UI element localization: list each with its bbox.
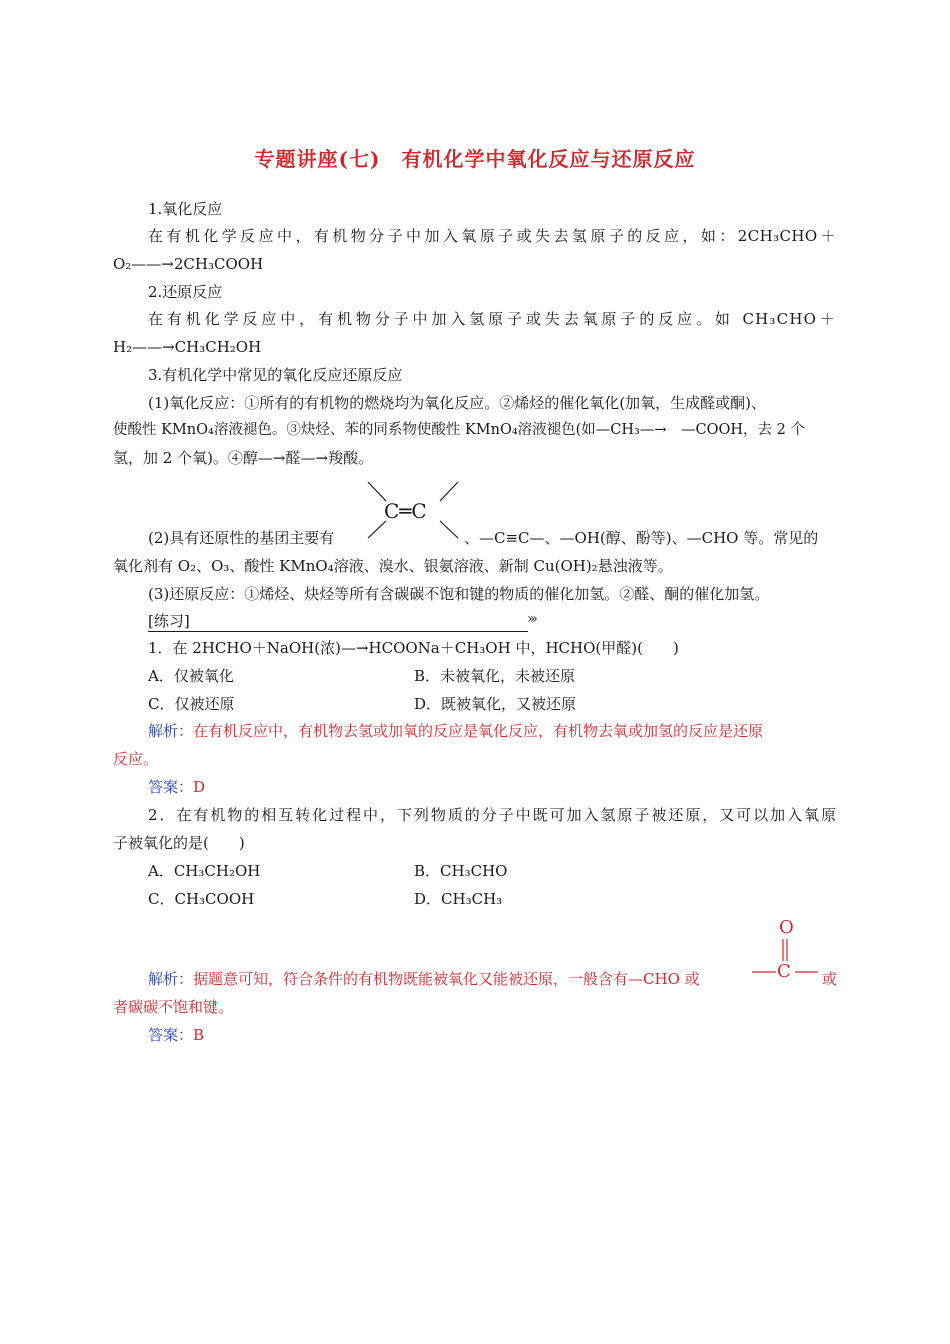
q2-analysis-line-1-end: 或 <box>822 970 838 988</box>
q2-option-c: C．CH₃COOH <box>148 890 255 908</box>
q2-answer <box>148 1025 204 1045</box>
alkene-bond-upper-right <box>440 482 458 501</box>
q1-analysis-line-2: 反应。 <box>113 750 159 768</box>
q2-option-b: B．CH₃CHO <box>414 862 508 880</box>
q1-option-c: C．仅被还原 <box>148 695 235 713</box>
section-1-line-1: 在有机化学反应中，有机物分子中加入氧原子或失去氢原子的反应，如：2CH₃CHO＋ <box>148 227 836 245</box>
q2-analysis-line-2: 者碳碳不饱和键。 <box>113 998 234 1016</box>
section-2-line-1: 在有机化学反应中，有机物分子中加入氢原子或失去氧原子的反应。如 CH₃CHO＋ <box>148 310 836 328</box>
q1-answer-label: 答案： <box>148 778 194 796</box>
chevrons-icon: ››› <box>527 611 535 627</box>
section-3-p3: (3)还原反应：①烯烃、炔烃等所有含碳碳不饱和键的物质的催化加氢。②醛、酮的催化加氢。 <box>148 585 770 603</box>
section-3-p2-line-1b: 、—C≡C—、—OH(醇、酚等)、—CHO 等。常见的 <box>464 529 819 547</box>
section-1-heading: 1.氧化反应 <box>148 200 223 218</box>
page-title: 专题讲座(七) 有机化学中氧化反应与还原反应 <box>254 147 696 171</box>
q1-stem: 1．在 2HCHO＋NaOH(浓)—→HCOONa＋CH₃OH 中，HCHO(甲醛)( ) <box>148 639 679 657</box>
section-3-p1-line-1: (1)氧化反应：①所有的有机物的燃烧均为氧化反应。②烯烃的催化氧化(加氧，生成醛或酮)、 <box>148 394 766 412</box>
q2-answer-value: B <box>193 1026 205 1044</box>
alkene-label: C═C <box>384 499 427 523</box>
q1-option-d: D．既被氧化，又被还原 <box>414 695 577 713</box>
q1-option-a: A．仅被氧化 <box>148 667 234 685</box>
section-3-p2-line-2: 氧化剂有 O₂、O₃、酸性 KMnO₄溶液、溴水、银氨溶液、新制 Cu(OH)₂悬浊液等。 <box>113 557 673 575</box>
carbonyl-carbon: C <box>777 961 791 982</box>
q1-analysis-line-1 <box>148 721 763 741</box>
q1-answer-value: D <box>193 778 206 796</box>
q1-answer <box>148 777 205 797</box>
section-2-heading: 2.还原反应 <box>148 283 223 301</box>
q2-option-a: A．CH₃CH₂OH <box>148 862 261 880</box>
q2-option-d: D．CH₃CH₃ <box>414 890 503 908</box>
section-2-line-2: H₂——→CH₃CH₂OH <box>113 338 262 356</box>
q2-analysis-text: 据题意可知，符合条件的有机物既能被氧化又能被还原，一般含有—CHO 或 <box>193 970 700 988</box>
section-3-p1-line-2: 使酸性 KMnO₄溶液褪色。③炔烃、苯的同系物使酸性 KMnO₄溶液褪色(如—CH₃—→ —COOH，去 2 个 <box>113 422 805 438</box>
section-3-p2-line-1a: (2)具有还原性的基团主要有 <box>148 529 335 547</box>
alkene-bond-lower-left <box>368 521 386 538</box>
q1-option-b: B．未被氧化，未被还原 <box>414 667 576 685</box>
q2-stem-line-2: 子被氧化的是( ) <box>113 834 245 852</box>
q1-analysis-label: 解析： <box>148 722 194 740</box>
carbonyl-oxygen: O <box>779 917 794 938</box>
exercise-label: [练习] <box>148 612 190 630</box>
q2-stem-line-1: 2．在有机物的相互转化过程中，下列物质的分子中既可加入氢原子被还原，又可以加入氧原 <box>148 806 836 824</box>
section-3-heading: 3.有机化学中常见的氧化反应还原反应 <box>148 366 403 384</box>
q2-analysis-label: 解析： <box>148 970 194 988</box>
exercise-divider <box>148 631 528 632</box>
q2-answer-label: 答案： <box>148 1026 194 1044</box>
alkene-bond-lower-right <box>440 521 458 538</box>
q1-analysis-text: 在有机反应中，有机物去氢或加氧的反应是氧化反应，有机物去氧或加氢的反应是还原 <box>193 722 764 740</box>
section-1-line-2: O₂——→2CH₃COOH <box>113 255 264 273</box>
section-3-p1-line-3: 氢，加 2 个氧)。④醇—→醛—→羧酸。 <box>113 449 374 467</box>
q2-analysis-line-1 <box>148 969 700 989</box>
